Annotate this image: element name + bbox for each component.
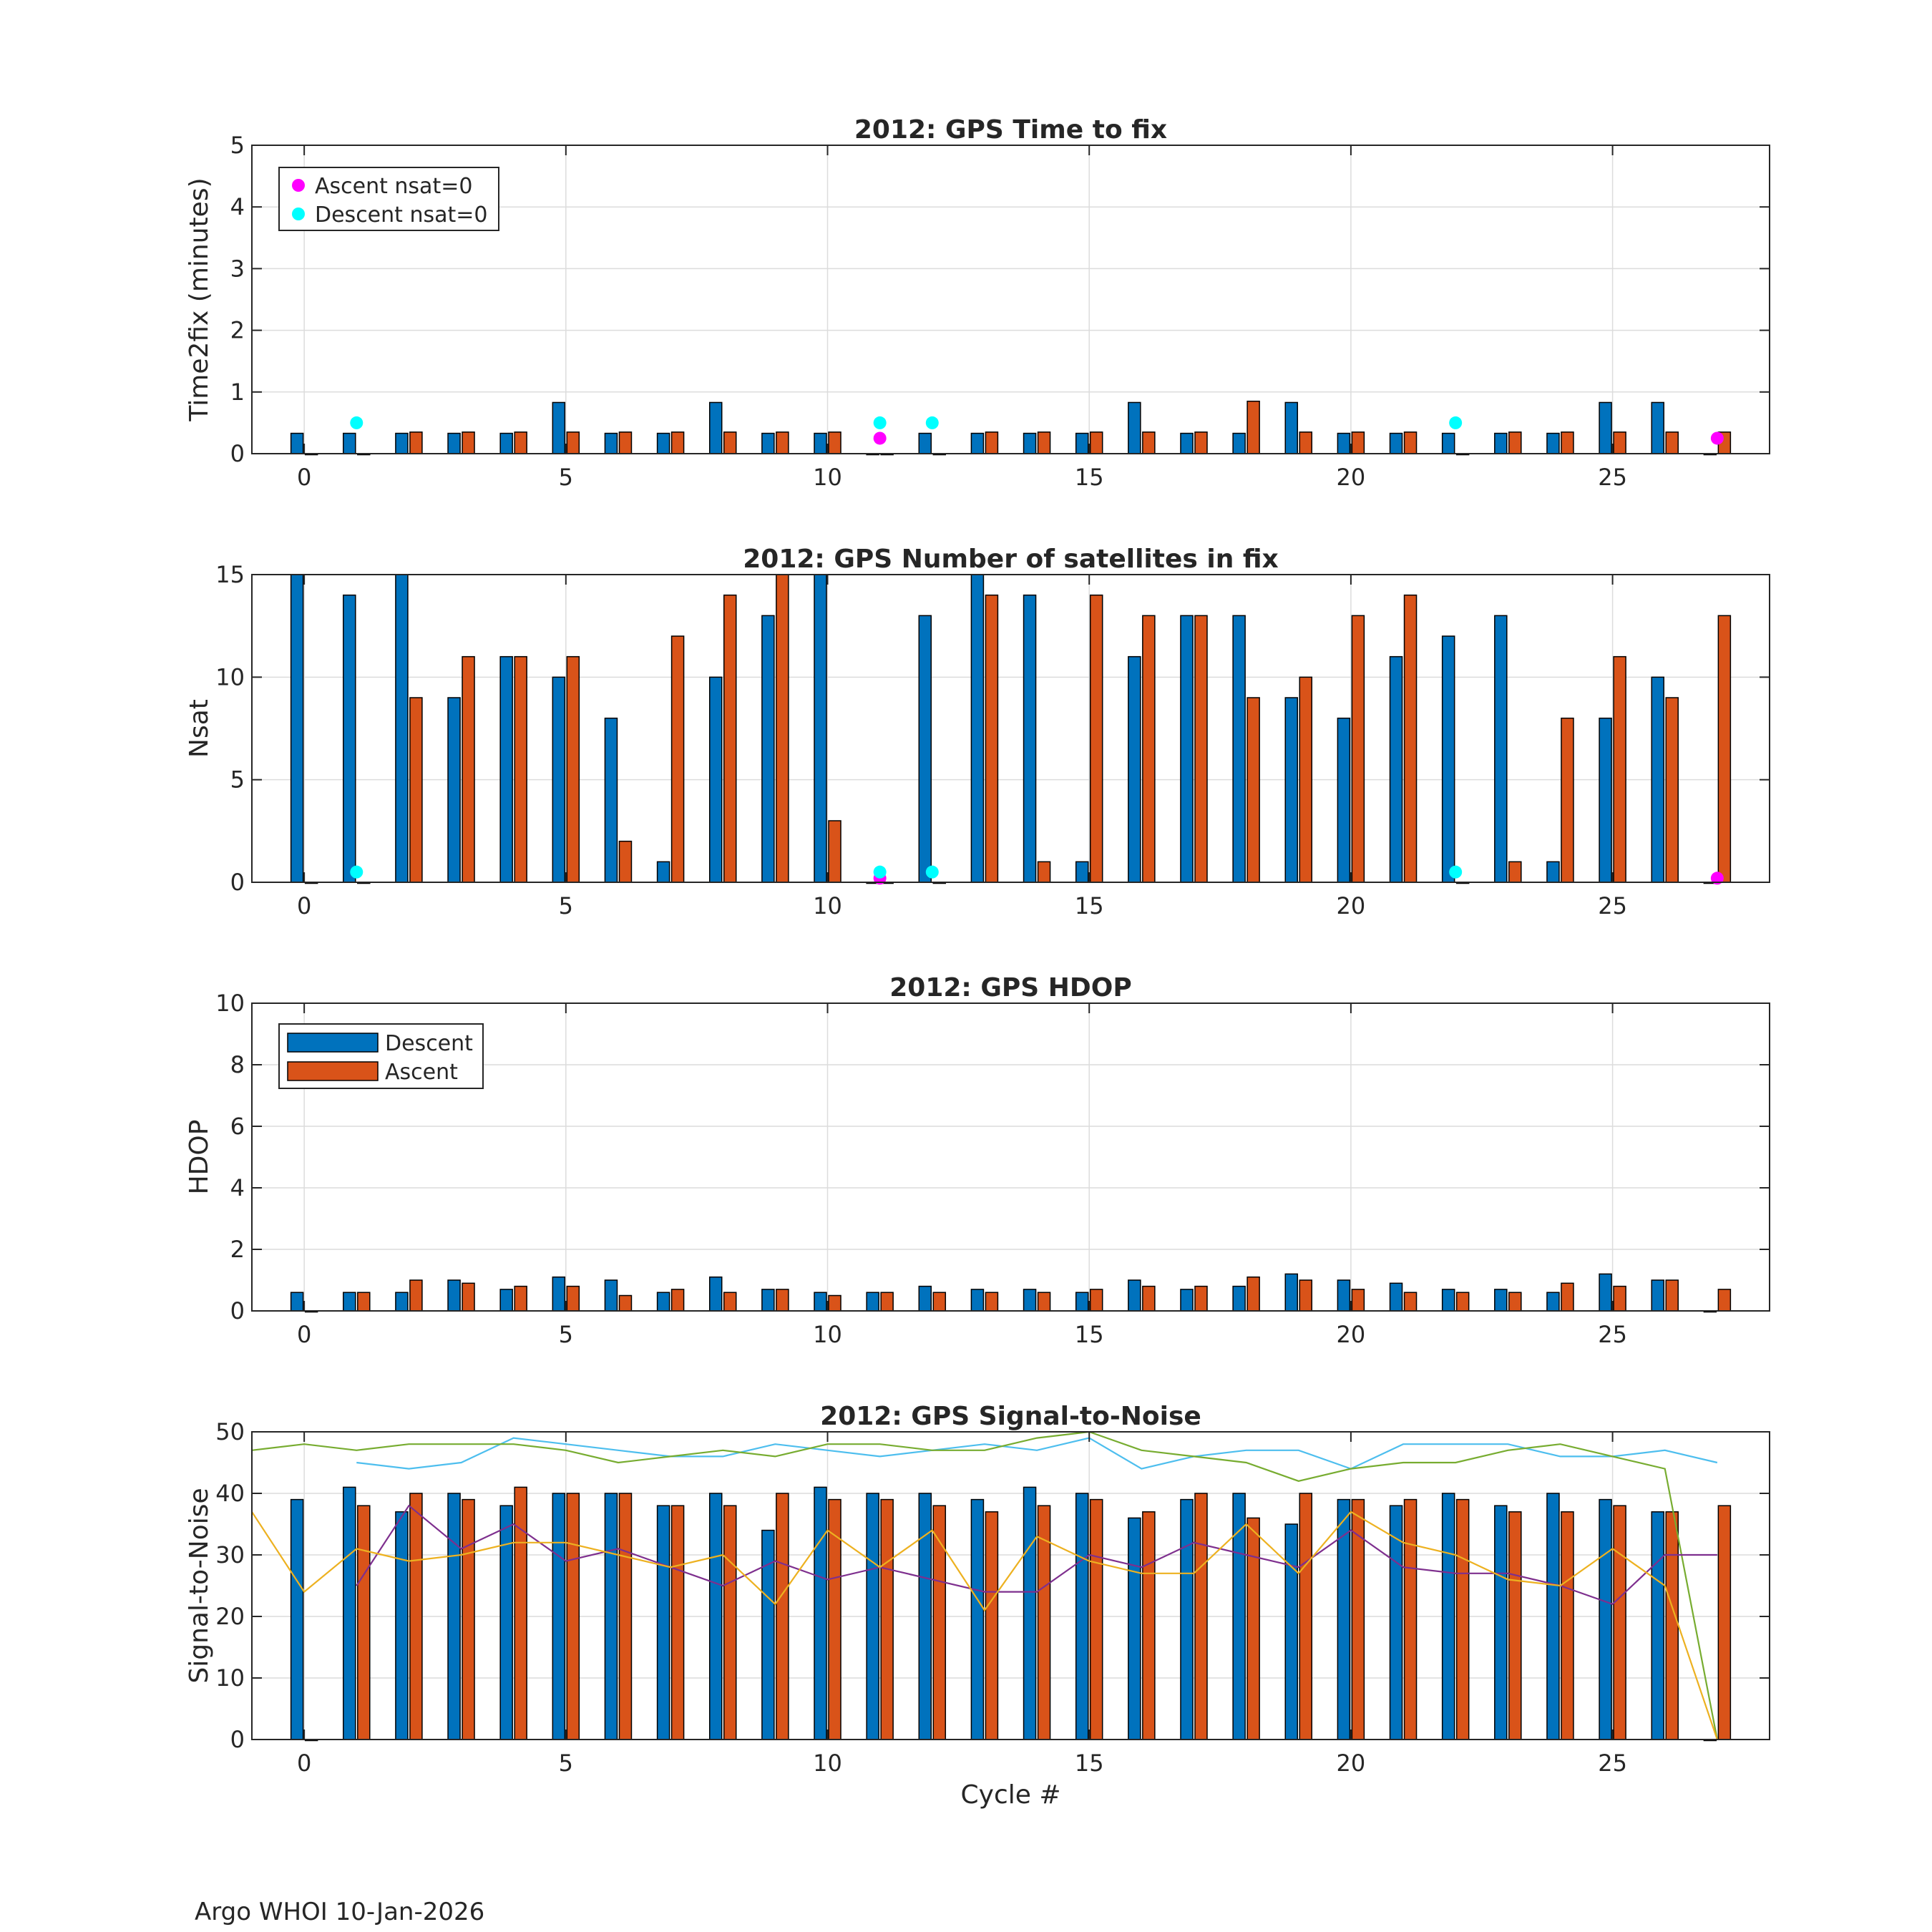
ascent-bar (829, 821, 841, 882)
descent-bar (814, 434, 826, 454)
descent-bar (1495, 1289, 1507, 1311)
descent-bar (1285, 1274, 1297, 1311)
descent-bar (867, 1493, 879, 1740)
ascent-bar (1718, 1289, 1730, 1311)
descent-bar (1337, 434, 1350, 454)
ascent-bar (724, 1506, 736, 1740)
descent-bar (867, 1292, 879, 1311)
ascent-bar (776, 1493, 789, 1740)
descent-bar (500, 657, 512, 882)
y-tick-label: 2 (230, 1236, 245, 1263)
descent-bar (1652, 677, 1664, 882)
descent-bar (552, 402, 565, 454)
ascent-bar (1561, 1512, 1574, 1740)
descent-nsat0-marker (926, 416, 939, 429)
ascent-bar (567, 1287, 579, 1311)
descent-bar (1181, 434, 1193, 454)
descent-bar (1181, 615, 1193, 882)
ascent-bar (1614, 657, 1626, 882)
legend (279, 1024, 483, 1088)
ascent-bar (1405, 595, 1417, 882)
x-tick-label: 20 (1336, 464, 1366, 491)
x-tick-label: 25 (1598, 1321, 1627, 1348)
descent-bar (291, 434, 303, 454)
descent-nsat0-marker (350, 416, 363, 429)
ascent-bar (1195, 1493, 1207, 1740)
ascent-bar (1038, 1292, 1050, 1311)
ascent-bar (619, 1296, 631, 1312)
legend-label: Descent nsat=0 (315, 203, 488, 228)
descent-bar (919, 1493, 931, 1740)
panel-3 (185, 973, 1770, 1348)
descent-bar (1443, 636, 1455, 882)
descent-bar (1443, 1289, 1455, 1311)
ascent-bar (1247, 698, 1259, 882)
ascent-bar (1091, 1289, 1103, 1311)
ascent-bar (672, 1289, 684, 1311)
legend-bar-swatch (288, 1062, 378, 1080)
ascent-bar (985, 595, 997, 882)
ascent-bar (1091, 432, 1103, 454)
ascent-bar (881, 1500, 893, 1740)
descent-bar (1024, 1289, 1036, 1311)
ascent-bar (619, 432, 631, 454)
ascent-bar (514, 1287, 527, 1311)
panel-title: 2012: GPS Time to fix (854, 115, 1168, 145)
y-tick-label: 5 (230, 132, 245, 159)
y-tick-label: 0 (230, 869, 245, 896)
x-tick-label: 20 (1336, 1321, 1366, 1348)
ascent-bar (1195, 1287, 1207, 1311)
y-tick-label: 4 (230, 1174, 245, 1201)
descent-bar (710, 402, 722, 454)
x-tick-label: 5 (558, 1750, 574, 1777)
panel-2 (185, 545, 1770, 919)
descent-bar (1024, 595, 1036, 882)
descent-bar (500, 1289, 512, 1311)
x-tick-label: 15 (1074, 464, 1104, 491)
ascent-bar (1299, 677, 1312, 882)
x-tick-label: 25 (1598, 1750, 1627, 1777)
descent-bar (448, 698, 460, 882)
ascent-bar (1247, 1518, 1259, 1740)
y-tick-label: 50 (215, 1418, 245, 1445)
y-tick-label: 30 (215, 1541, 245, 1568)
descent-bar (710, 1277, 722, 1311)
descent-nsat0-marker (1449, 416, 1462, 429)
descent-bar (762, 615, 774, 882)
ascent-bar (985, 1292, 997, 1311)
ascent-bar (1352, 615, 1364, 882)
descent-bar (658, 434, 670, 454)
x-tick-label: 5 (558, 892, 574, 919)
descent-nsat0-marker (926, 866, 939, 879)
descent-bar (1599, 402, 1611, 454)
legend-label: Descent (385, 1031, 473, 1056)
descent-bar (1128, 402, 1141, 454)
ascent-bar (410, 1493, 422, 1740)
ascent-bar (1509, 1512, 1521, 1740)
ascent-bar (1247, 401, 1259, 454)
descent-nsat0-marker (874, 416, 887, 429)
descent-bar (1181, 1500, 1193, 1740)
descent-bar (971, 1289, 983, 1311)
descent-bar (343, 434, 356, 454)
descent-bar (710, 677, 722, 882)
descent-bar (1547, 862, 1559, 882)
panel-title: 2012: GPS Signal-to-Noise (820, 1402, 1201, 1431)
x-tick-label: 10 (813, 464, 842, 491)
descent-bar (1076, 862, 1088, 882)
ascent-bar (1509, 862, 1521, 882)
ascent-bar (1561, 432, 1574, 454)
descent-bar (1652, 1280, 1664, 1311)
x-tick-label: 5 (558, 1321, 574, 1348)
x-tick-label: 10 (813, 1321, 842, 1348)
x-tick-label: 25 (1598, 892, 1627, 919)
ascent-bar (462, 657, 474, 882)
panel-1 (185, 115, 1770, 491)
y-tick-label: 4 (230, 193, 245, 221)
ascent-bar (514, 1487, 527, 1740)
ascent-bar (1405, 432, 1417, 454)
ascent-bar (1509, 1292, 1521, 1311)
ascent-bar (776, 1289, 789, 1311)
descent-bar (1547, 1493, 1559, 1740)
descent-bar (1443, 1493, 1455, 1740)
descent-bar (396, 1512, 408, 1740)
y-tick-label: 3 (230, 255, 245, 283)
panel-title: 2012: GPS Number of satellites in fix (743, 545, 1279, 574)
y-axis-label: Time2fix (minutes) (185, 177, 214, 421)
ascent-bar (881, 1292, 893, 1311)
ascent-bar (1666, 1512, 1678, 1740)
x-tick-label: 20 (1336, 892, 1366, 919)
descent-bar (605, 718, 617, 882)
ascent-bar (514, 657, 527, 882)
x-axis-label: Cycle # (960, 1780, 1061, 1810)
y-tick-label: 8 (230, 1051, 245, 1078)
descent-nsat0-marker (874, 866, 887, 879)
descent-bar (971, 1500, 983, 1740)
descent-bar (605, 1493, 617, 1740)
ascent-bar (619, 841, 631, 882)
x-tick-label: 0 (296, 464, 312, 491)
descent-bar (1390, 434, 1402, 454)
descent-bar (1181, 1289, 1193, 1311)
legend-label: Ascent nsat=0 (315, 174, 473, 199)
descent-bar (448, 434, 460, 454)
panel-4 (185, 1402, 1770, 1810)
x-tick-label: 0 (296, 1750, 312, 1777)
descent-bar (1076, 1493, 1088, 1740)
descent-bar (1076, 1292, 1088, 1311)
ascent-bar (567, 1493, 579, 1740)
descent-bar (1495, 1506, 1507, 1740)
descent-bar (1547, 434, 1559, 454)
descent-bar (343, 595, 356, 882)
ascent-bar (358, 1506, 370, 1740)
descent-bar (1652, 1512, 1664, 1740)
y-tick-label: 10 (215, 663, 245, 691)
plot-area (252, 575, 1770, 882)
ascent-bar (776, 432, 789, 454)
ascent-bar (724, 595, 736, 882)
ascent-bar (1561, 718, 1574, 882)
descent-bar (1337, 1280, 1350, 1311)
legend-bar-swatch (288, 1033, 378, 1052)
ascent-bar (672, 432, 684, 454)
descent-bar (396, 575, 408, 882)
descent-bar (1495, 615, 1507, 882)
ascent-bar (1091, 595, 1103, 882)
descent-bar (448, 1493, 460, 1740)
descent-bar (1128, 1280, 1141, 1311)
y-tick-label: 15 (215, 561, 245, 588)
ascent-bar (1038, 432, 1050, 454)
descent-bar (919, 615, 931, 882)
descent-bar (971, 575, 983, 882)
ascent-nsat0-marker (1711, 431, 1724, 444)
ascent-bar (1666, 698, 1678, 882)
descent-bar (1652, 402, 1664, 454)
descent-bar (291, 1292, 303, 1311)
ascent-bar (985, 432, 997, 454)
descent-bar (1128, 1518, 1141, 1740)
ascent-bar (567, 432, 579, 454)
descent-bar (919, 1287, 931, 1311)
ascent-bar (1352, 432, 1364, 454)
ascent-bar (1143, 1287, 1155, 1311)
descent-bar (658, 862, 670, 882)
y-tick-label: 6 (230, 1113, 245, 1140)
ascent-bar (1457, 1292, 1469, 1311)
descent-bar (762, 1289, 774, 1311)
descent-bar (1233, 615, 1245, 882)
y-tick-label: 20 (215, 1603, 245, 1630)
descent-bar (500, 434, 512, 454)
descent-bar (971, 434, 983, 454)
ascent-bar (1299, 432, 1312, 454)
x-tick-label: 10 (813, 1750, 842, 1777)
descent-bar (1076, 434, 1088, 454)
descent-bar (1390, 657, 1402, 882)
x-tick-label: 20 (1336, 1750, 1366, 1777)
plot-area (252, 1432, 1770, 1740)
ascent-bar (1299, 1280, 1312, 1311)
ascent-bar (567, 657, 579, 882)
descent-bar (1495, 434, 1507, 454)
descent-bar (1024, 1487, 1036, 1740)
ascent-bar (776, 575, 789, 882)
ascent-bar (462, 1283, 474, 1311)
descent-bar (605, 1280, 617, 1311)
descent-bar (919, 434, 931, 454)
descent-bar (552, 677, 565, 882)
y-tick-label: 10 (215, 1664, 245, 1692)
descent-bar (1599, 1274, 1611, 1311)
ascent-bar (1614, 1506, 1626, 1740)
ascent-bar (619, 1493, 631, 1740)
descent-bar (500, 1506, 512, 1740)
ascent-nsat0-marker (874, 431, 887, 444)
ascent-bar (1038, 862, 1050, 882)
ascent-bar (1666, 1280, 1678, 1311)
descent-bar (291, 575, 303, 882)
x-tick-label: 0 (296, 892, 312, 919)
ascent-bar (829, 432, 841, 454)
ascent-bar (1195, 432, 1207, 454)
descent-bar (658, 1506, 670, 1740)
ascent-bar (1352, 1289, 1364, 1311)
x-tick-label: 15 (1074, 892, 1104, 919)
descent-bar (1547, 1292, 1559, 1311)
y-axis-label: Nsat (185, 699, 214, 758)
ascent-bar (829, 1296, 841, 1312)
ascent-bar (724, 1292, 736, 1311)
legend-marker-swatch (292, 179, 305, 192)
x-tick-label: 15 (1074, 1750, 1104, 1777)
ascent-bar (410, 432, 422, 454)
ascent-bar (672, 636, 684, 882)
y-tick-label: 2 (230, 316, 245, 344)
y-tick-label: 0 (230, 1297, 245, 1324)
ascent-bar (1038, 1506, 1050, 1740)
descent-bar (814, 1292, 826, 1311)
y-tick-label: 5 (230, 766, 245, 794)
ascent-bar (1299, 1493, 1312, 1740)
x-tick-label: 0 (296, 1321, 312, 1348)
descent-bar (1285, 698, 1297, 882)
descent-bar (1024, 434, 1036, 454)
descent-bar (1337, 718, 1350, 882)
y-tick-label: 0 (230, 1726, 245, 1753)
ascent-bar (1405, 1292, 1417, 1311)
descent-nsat0-marker (350, 866, 363, 879)
ascent-bar (1091, 1500, 1103, 1740)
y-tick-label: 10 (215, 990, 245, 1017)
ascent-bar (410, 698, 422, 882)
descent-bar (343, 1292, 356, 1311)
descent-bar (1285, 402, 1297, 454)
ascent-bar (1561, 1283, 1574, 1311)
ascent-bar (1457, 1500, 1469, 1740)
ascent-bar (1666, 432, 1678, 454)
ascent-bar (672, 1506, 684, 1740)
descent-bar (762, 434, 774, 454)
y-axis-label: Signal-to-Noise (185, 1488, 214, 1684)
x-tick-label: 10 (813, 892, 842, 919)
descent-bar (605, 434, 617, 454)
descent-bar (396, 1292, 408, 1311)
descent-bar (1233, 1287, 1245, 1311)
ascent-bar (1405, 1500, 1417, 1740)
descent-bar (1285, 1524, 1297, 1740)
x-tick-label: 5 (558, 464, 574, 491)
ascent-bar (410, 1280, 422, 1311)
ascent-bar (724, 432, 736, 454)
descent-bar (1233, 434, 1245, 454)
descent-bar (814, 575, 826, 882)
descent-bar (396, 434, 408, 454)
descent-bar (814, 1487, 826, 1740)
x-tick-label: 25 (1598, 464, 1627, 491)
descent-bar (1390, 1283, 1402, 1311)
ascent-bar (985, 1512, 997, 1740)
descent-nsat0-marker (1449, 866, 1462, 879)
descent-bar (448, 1280, 460, 1311)
ascent-bar (1195, 615, 1207, 882)
ascent-bar (462, 1500, 474, 1740)
descent-bar (1443, 434, 1455, 454)
ascent-bar (1247, 1277, 1259, 1311)
ascent-bar (1509, 432, 1521, 454)
ascent-bar (1143, 432, 1155, 454)
ascent-bar (1143, 615, 1155, 882)
ascent-bar (358, 1292, 370, 1311)
panel-title: 2012: GPS HDOP (889, 973, 1132, 1002)
x-tick-label: 15 (1074, 1321, 1104, 1348)
descent-bar (1599, 1500, 1611, 1740)
descent-bar (552, 1493, 565, 1740)
ascent-bar (1718, 615, 1730, 882)
descent-bar (291, 1500, 303, 1740)
ascent-bar (1143, 1512, 1155, 1740)
legend-label: Ascent (385, 1060, 458, 1085)
y-tick-label: 1 (230, 378, 245, 406)
ascent-bar (1614, 432, 1626, 454)
y-tick-label: 40 (215, 1480, 245, 1507)
descent-bar (710, 1493, 722, 1740)
descent-bar (343, 1487, 356, 1740)
y-axis-label: HDOP (185, 1119, 214, 1195)
legend (279, 167, 499, 230)
ascent-bar (1718, 1506, 1730, 1740)
descent-bar (658, 1292, 670, 1311)
legend-marker-swatch (292, 208, 305, 220)
descent-bar (1599, 718, 1611, 882)
footer-note: Argo WHOI 10-Jan-2026 (195, 1898, 485, 1926)
ascent-bar (933, 1292, 945, 1311)
descent-bar (552, 1277, 565, 1311)
ascent-bar (1614, 1287, 1626, 1311)
ascent-bar (462, 432, 474, 454)
descent-bar (1128, 657, 1141, 882)
ascent-bar (514, 432, 527, 454)
y-tick-label: 0 (230, 440, 245, 467)
